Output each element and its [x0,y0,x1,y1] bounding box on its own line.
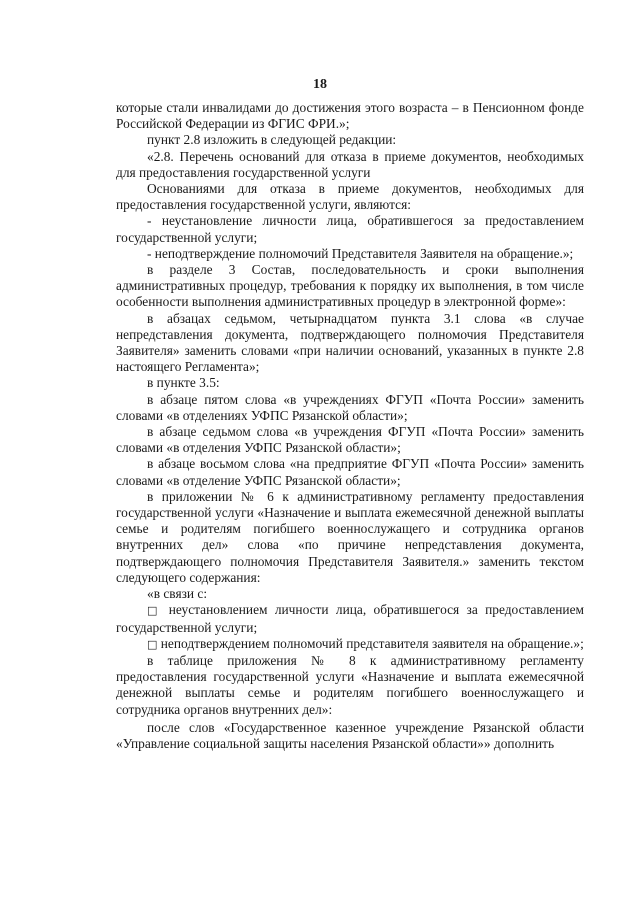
paragraph: в таблице приложения № 8 к административному регламенту предоставления государственной услуги «Назначение и выплата ежемесячной денежной выплаты семье и родителям погибшего военнослужащего и сотрудника органов внутренних дел»: [116,652,584,717]
paragraph: в абзаце седьмом слова «в учреждения ФГУП «Почта России» заменить словами «в отделения УФПС Рязанской области»; [116,424,584,456]
paragraph: после слов «Государственное казенное учреждение Рязанской области «Управление социальной защиты населения Рязанской области»» дополнить [116,719,584,751]
paragraph: в абзацах седьмом, четырнадцатом пункта 3.1 слова «в случае непредставления документа, подтверждающего полномочия Представителя Заявителя» заменить словами «при наличии оснований, указанных в пункте 2.8 настоящего Регламента»; [116,310,584,375]
checkbox-icon: □ [147,637,158,651]
paragraph-text: неподтверждением полномочий представителя заявителя на обращение.»; [160,635,584,651]
document-body [116,100,584,752]
paragraph: которые стали инвалидами до достижения этого возраста – в Пенсионном фонде Российской Федерации из ФГИС ФРИ.»; [116,100,584,132]
paragraph: в приложении № 6 к административному регламенту предоставления государственной услуги «Назначение и выплата ежемесячной денежной выплаты семье и родителям погибшего военнослужащего и сотрудника органов внутренних дел» слова «по причине непредставления документа, подтверждающего полномочия Представителя Заявителя.» заменить текстом следующего содержания: [116,488,584,585]
paragraph: «2.8. Перечень оснований для отказа в приеме документов, необходимых для предоставления государственной услуги [116,148,584,180]
paragraph-text: неустановлением личности лица, обратившегося за предоставлением государственной услуги; [116,602,584,635]
paragraph: - неподтверждение полномочий Представителя Заявителя на обращение.»; [147,245,574,261]
bullet-paragraph [116,602,584,635]
paragraph: Основаниями для отказа в приеме документов, необходимых для предоставления государственной услуги, являются: [116,181,584,213]
paragraph: в абзаце восьмом слова «на предприятие ФГУП «Почта России» заменить словами «в отделение УФПС Рязанской области»; [116,456,584,488]
bullet-paragraph [116,636,584,653]
paragraph: - неустановление личности лица, обратившегося за предоставлением государственной услуги; [116,213,584,245]
page-number: 18 [313,77,327,92]
paragraph: в пункте 3.5: [147,375,220,391]
paragraph: в разделе 3 Состав, последовательность и сроки выполнения административных процедур, требования к порядку их выполнения, в том числе особенности выполнения административных процедур в электронной форме»: [116,262,584,310]
checkbox-icon: □ [147,604,162,618]
paragraph: «в связи с: [147,586,208,602]
paragraph: в абзаце пятом слова «в учреждениях ФГУП «Почта России» заменить словами «в отделениях УФПС Рязанской области»; [116,391,584,423]
paragraph: пункт 2.8 изложить в следующей редакции: [147,132,397,148]
